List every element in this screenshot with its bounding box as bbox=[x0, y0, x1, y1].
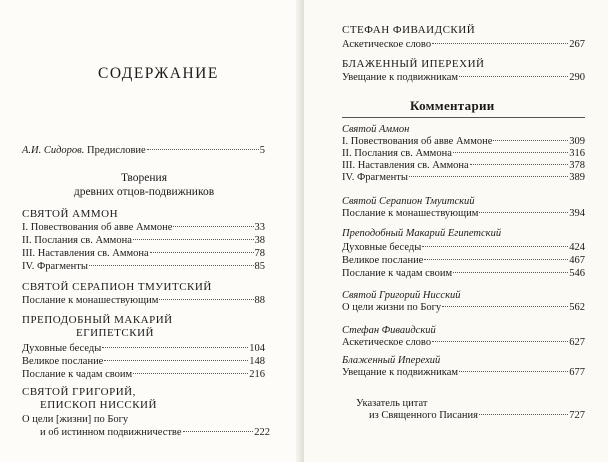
group-heading: СТЕФАН ФИВАИДСКИЙ bbox=[342, 24, 476, 36]
entry-page: 78 bbox=[254, 248, 265, 259]
entry-page: 316 bbox=[569, 148, 585, 159]
preface-label: Предисловие bbox=[84, 145, 146, 156]
entry-page: 216 bbox=[249, 369, 265, 380]
toc-entry bbox=[40, 427, 270, 439]
toc-entry bbox=[342, 39, 585, 51]
entry-label: I. Повествования об авве Аммоне bbox=[342, 136, 493, 147]
entry-label: Великое послание bbox=[342, 255, 424, 266]
toc-entry bbox=[342, 208, 585, 220]
comm-heading: Святой Григорий Нисский bbox=[342, 290, 461, 301]
index-label-2: из Священного Писания bbox=[369, 410, 478, 421]
entry-page: 309 bbox=[569, 136, 585, 147]
entry-page: 88 bbox=[254, 295, 265, 306]
toc-entry bbox=[22, 356, 265, 368]
page-title: СОДЕРЖАНИЕ bbox=[98, 65, 219, 82]
entry-label: Послание к монашествующим bbox=[22, 295, 159, 306]
toc-entry bbox=[22, 248, 265, 260]
group-heading: СВЯТОЙ АММОН bbox=[22, 208, 119, 220]
toc-entry bbox=[22, 295, 265, 307]
group-heading: СВЯТОЙ ГРИГОРИЙ, bbox=[22, 386, 136, 398]
entry-label: О цели жизни по Богу bbox=[342, 302, 442, 313]
preface-entry bbox=[22, 145, 265, 157]
comm-heading: Святой Серапион Тмуитский bbox=[342, 196, 475, 207]
index-label-1: Указатель цитат bbox=[356, 398, 428, 409]
section-title-line2: древних отцов-подвижников bbox=[73, 186, 215, 198]
index-entry-line1 bbox=[356, 398, 585, 410]
toc-entry bbox=[22, 235, 265, 247]
entry-label: IV. Фрагменты bbox=[342, 172, 408, 183]
entry-label: II. Послания св. Аммона bbox=[22, 235, 132, 246]
entry-page: 378 bbox=[569, 160, 585, 171]
group-heading: СВЯТОЙ СЕРАПИОН ТМУИТСКИЙ bbox=[22, 281, 212, 293]
section-title-line1: Творения bbox=[120, 172, 167, 184]
entry-page: 562 bbox=[569, 302, 585, 313]
toc-entry bbox=[342, 337, 585, 349]
comm-heading: Блаженный Иперехий bbox=[342, 355, 441, 366]
entry-page: 33 bbox=[254, 222, 265, 233]
entry-page: 222 bbox=[254, 427, 270, 438]
entry-page: 104 bbox=[249, 343, 265, 354]
group-heading-line2: ЕПИСКОП НИССКИЙ bbox=[40, 399, 157, 411]
toc-entry bbox=[342, 148, 585, 160]
entry-label: Духовные беседы bbox=[342, 242, 422, 253]
index-page: 727 bbox=[569, 410, 585, 421]
entry-label: III. Наставления св. Аммона bbox=[22, 248, 149, 259]
toc-entry bbox=[342, 172, 585, 184]
commentary-title: Комментарии bbox=[410, 98, 495, 113]
toc-entry bbox=[342, 136, 585, 148]
group-heading-line2: ЕГИПЕТСКИЙ bbox=[76, 327, 154, 339]
entry-label: I. Повествования об авве Аммоне bbox=[22, 222, 173, 233]
entry-label: Великое послание bbox=[22, 356, 104, 367]
entry-label: III. Наставления св. Аммона bbox=[342, 160, 469, 171]
toc-entry bbox=[342, 268, 585, 280]
entry-page: 394 bbox=[569, 208, 585, 219]
entry-label: II. Послания св. Аммона bbox=[342, 148, 452, 159]
toc-entry bbox=[342, 160, 585, 172]
entry-page: 38 bbox=[254, 235, 265, 246]
entry-page: 546 bbox=[569, 268, 585, 279]
entry-label: и об истинном подвижничестве bbox=[40, 427, 182, 438]
entry-label: Аскетическое слово bbox=[342, 39, 432, 50]
entry-page: 148 bbox=[249, 356, 265, 367]
toc-entry bbox=[22, 414, 265, 426]
left-page bbox=[0, 0, 300, 462]
entry-page: 467 bbox=[569, 255, 585, 266]
toc-entry bbox=[22, 343, 265, 355]
entry-page: 85 bbox=[254, 261, 265, 272]
group-heading: БЛАЖЕННЫЙ ИПЕРЕХИЙ bbox=[342, 58, 485, 70]
entry-page: 424 bbox=[569, 242, 585, 253]
entry-page: 677 bbox=[569, 367, 585, 378]
entry-label: Увещание к подвижникам bbox=[342, 72, 459, 83]
entry-page: 267 bbox=[569, 39, 585, 50]
group-heading: ПРЕПОДОБНЫЙ МАКАРИЙ bbox=[22, 314, 173, 326]
entry-label: Аскетическое слово bbox=[342, 337, 432, 348]
comm-heading: Преподобный Макарий Египетский bbox=[342, 228, 502, 239]
toc-entry bbox=[342, 72, 585, 84]
toc-entry bbox=[22, 261, 265, 273]
entry-page: 290 bbox=[569, 72, 585, 83]
entry-label: О цели [жизни] по Богу bbox=[22, 414, 129, 425]
entry-label: Послание к монашествующим bbox=[342, 208, 479, 219]
entry-label: Послание к чадам своим bbox=[342, 268, 453, 279]
toc-entry bbox=[342, 367, 585, 379]
toc-entry bbox=[22, 222, 265, 234]
toc-entry bbox=[342, 255, 585, 267]
comm-heading: Святой Аммон bbox=[342, 124, 410, 135]
entry-page: 389 bbox=[569, 172, 585, 183]
index-entry-line2 bbox=[369, 410, 585, 422]
entry-label: IV. Фрагменты bbox=[22, 261, 88, 272]
preface-author: А.И. Сидоров. bbox=[22, 145, 85, 156]
preface-page: 5 bbox=[259, 145, 265, 156]
toc-entry bbox=[342, 242, 585, 254]
entry-label: Духовные беседы bbox=[22, 343, 102, 354]
toc-entry bbox=[342, 302, 585, 314]
toc-entry bbox=[22, 369, 265, 381]
divider bbox=[342, 117, 585, 118]
entry-label: Увещание к подвижникам bbox=[342, 367, 459, 378]
comm-heading: Стефан Фиваидский bbox=[342, 325, 436, 336]
entry-page: 627 bbox=[569, 337, 585, 348]
entry-label: Послание к чадам своим bbox=[22, 369, 133, 380]
